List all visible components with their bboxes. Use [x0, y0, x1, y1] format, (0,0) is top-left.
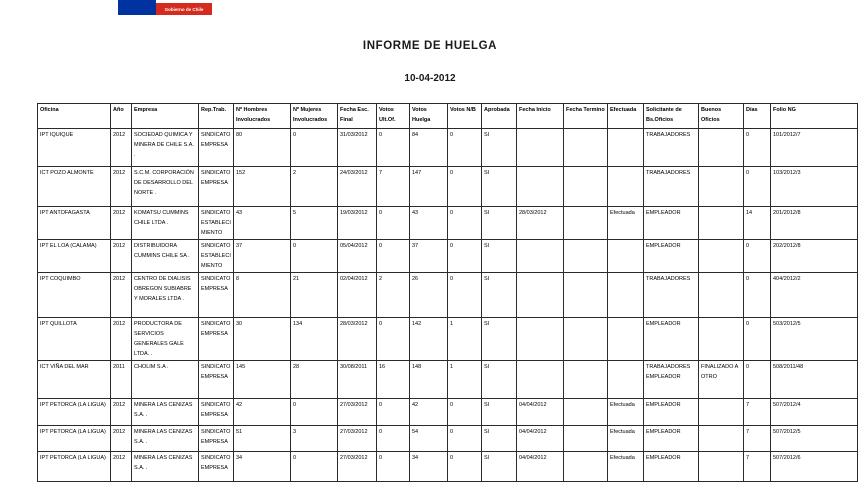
table-cell: 2: [377, 273, 410, 318]
table-cell: 7: [744, 426, 771, 452]
table-cell: 04/04/2012: [517, 426, 564, 452]
column-header: Año: [111, 104, 132, 129]
table-cell: 19/03/2012: [338, 207, 377, 240]
table-cell: 147: [410, 167, 448, 207]
column-header: Fecha Esc. Final: [338, 104, 377, 129]
table-cell: 27/03/2012: [338, 399, 377, 426]
table-cell: SINDICATO EMPRESA: [199, 399, 234, 426]
table-cell: [699, 452, 744, 482]
table-cell: 0: [377, 318, 410, 361]
table-cell: SI: [482, 426, 517, 452]
table-row: [38, 452, 858, 482]
column-header: Fecha Inicio: [517, 104, 564, 129]
table-cell: [517, 129, 564, 167]
table-cell: 21: [291, 273, 338, 318]
table-cell: 43: [234, 207, 291, 240]
column-header: Fecha Termino: [564, 104, 608, 129]
table-cell: [564, 129, 608, 167]
table-cell: 507/2012/4: [771, 399, 858, 426]
table-cell: 27/03/2012: [338, 426, 377, 452]
column-header: Solicitante de Bs.Oficios: [644, 104, 699, 129]
table-cell: 7: [744, 399, 771, 426]
table-cell: [699, 240, 744, 273]
table-cell: 2012: [111, 129, 132, 167]
table-cell: 201/2012/8: [771, 207, 858, 240]
table-cell: 84: [410, 129, 448, 167]
table-cell: [608, 129, 644, 167]
table-cell: 0: [377, 399, 410, 426]
table-cell: TRABAJADORES EMPLEADOR: [644, 361, 699, 399]
table-cell: IPT PETORCA (LA LIGUA): [38, 426, 111, 452]
table-cell: [564, 207, 608, 240]
table-cell: [699, 318, 744, 361]
table-cell: SI: [482, 129, 517, 167]
table-cell: 54: [410, 426, 448, 452]
table-cell: 0: [291, 129, 338, 167]
column-header: Votos Ult.Of.: [377, 104, 410, 129]
table-cell: MINERA LAS CENIZAS S.A. .: [132, 399, 199, 426]
table-cell: IPT COQUIMBO: [38, 273, 111, 318]
table-cell: 24/03/2012: [338, 167, 377, 207]
column-header: Aprobada: [482, 104, 517, 129]
table-cell: 2011: [111, 361, 132, 399]
table-cell: 05/04/2012: [338, 240, 377, 273]
table-cell: 0: [744, 361, 771, 399]
column-header: Nº Hombres Involucrados: [234, 104, 291, 129]
table-cell: 2012: [111, 318, 132, 361]
table-cell: IPT EL LOA (CALAMA): [38, 240, 111, 273]
column-header: Efectuada: [608, 104, 644, 129]
table-cell: 31/03/2012: [338, 129, 377, 167]
table-row: [38, 399, 858, 426]
table-cell: 34: [234, 452, 291, 482]
table-cell: EMPLEADOR: [644, 426, 699, 452]
table-cell: 0: [377, 207, 410, 240]
gobierno-de-chile-logo: [118, 0, 212, 15]
column-header: Buenos Oficios: [699, 104, 744, 129]
table-cell: 7: [377, 167, 410, 207]
table-cell: TRABAJADORES: [644, 129, 699, 167]
table-cell: 0: [448, 207, 482, 240]
column-header: Votos N/B: [448, 104, 482, 129]
table-cell: EMPLEADOR: [644, 318, 699, 361]
table-cell: SI: [482, 452, 517, 482]
table-cell: 3: [291, 426, 338, 452]
table-cell: [699, 167, 744, 207]
table-cell: 0: [291, 399, 338, 426]
table-cell: Efectuada: [608, 426, 644, 452]
table-cell: 0: [377, 129, 410, 167]
table-row: [38, 240, 858, 273]
table-cell: 2012: [111, 452, 132, 482]
table-cell: [564, 240, 608, 273]
table-cell: [699, 399, 744, 426]
table-cell: 04/04/2012: [517, 452, 564, 482]
table-cell: 27/03/2012: [338, 452, 377, 482]
table-cell: SINDICATO EMPRESA: [199, 318, 234, 361]
table-cell: IPT QUILLOTA: [38, 318, 111, 361]
table-cell: EMPLEADOR: [644, 207, 699, 240]
table-cell: 503/2012/5: [771, 318, 858, 361]
table-cell: 37: [410, 240, 448, 273]
table-cell: 145: [234, 361, 291, 399]
table-cell: 16: [377, 361, 410, 399]
table-cell: 34: [410, 452, 448, 482]
table-cell: SINDICATO EMPRESA: [199, 361, 234, 399]
logo-flag-red-band: [156, 3, 212, 15]
column-header: Nº Mujeres Involucrados: [291, 104, 338, 129]
table-cell: Efectuada: [608, 399, 644, 426]
table-cell: 103/2012/3: [771, 167, 858, 207]
table-cell: 30/08/2011: [338, 361, 377, 399]
table-cell: [517, 167, 564, 207]
table-cell: 101/2012/7: [771, 129, 858, 167]
table-cell: CENTRO DE DIALISIS OBREGON SUBIABRE Y MORALES LTDA .: [132, 273, 199, 318]
table-cell: 508/2011/48: [771, 361, 858, 399]
table-cell: 28/03/2012: [517, 207, 564, 240]
table-cell: EMPLEADOR: [644, 399, 699, 426]
table-cell: 134: [291, 318, 338, 361]
table-cell: 1: [448, 318, 482, 361]
table-cell: [608, 240, 644, 273]
table-cell: FINALIZADO A OTRO: [699, 361, 744, 399]
table-cell: [564, 273, 608, 318]
table-cell: 0: [291, 240, 338, 273]
table-cell: SINDICATO ESTABLECIMIENTO: [199, 240, 234, 273]
table-cell: 0: [448, 167, 482, 207]
table-header-row: [38, 104, 858, 129]
table-cell: [564, 426, 608, 452]
table-cell: [517, 240, 564, 273]
table-cell: TRABAJADORES: [644, 167, 699, 207]
table-cell: 0: [744, 129, 771, 167]
table-row: [38, 426, 858, 452]
table-cell: 0: [448, 426, 482, 452]
table-cell: [608, 273, 644, 318]
table-cell: MINERA LAS CENIZAS S.A. .: [132, 452, 199, 482]
table-cell: SI: [482, 167, 517, 207]
column-header: Folio NG: [771, 104, 858, 129]
table-cell: 30: [234, 318, 291, 361]
column-header: Días: [744, 104, 771, 129]
table-cell: 26: [410, 273, 448, 318]
table-cell: SINDICATO EMPRESA: [199, 426, 234, 452]
table-cell: 148: [410, 361, 448, 399]
table-cell: 2012: [111, 240, 132, 273]
table-cell: [564, 167, 608, 207]
table-cell: 0: [377, 240, 410, 273]
table-row: [38, 318, 858, 361]
table-cell: IPT PETORCA (LA LIGUA): [38, 399, 111, 426]
table-cell: SINDICATO EMPRESA: [199, 167, 234, 207]
table-cell: 43: [410, 207, 448, 240]
table-cell: [699, 129, 744, 167]
table-cell: 0: [448, 273, 482, 318]
table-cell: SI: [482, 361, 517, 399]
logo-label: Gobierno de Chile: [164, 6, 204, 12]
table-cell: 0: [744, 318, 771, 361]
table-cell: SINDICATO EMPRESA: [199, 273, 234, 318]
table-cell: [699, 207, 744, 240]
table-cell: SI: [482, 318, 517, 361]
table-cell: 0: [744, 167, 771, 207]
table-row: [38, 273, 858, 318]
table-cell: [517, 273, 564, 318]
table-cell: SI: [482, 207, 517, 240]
table-cell: SI: [482, 273, 517, 318]
table-cell: 0: [448, 452, 482, 482]
table-cell: 28/03/2012: [338, 318, 377, 361]
table-cell: ICT VIÑA DEL MAR: [38, 361, 111, 399]
table-cell: IPT IQUIQUE: [38, 129, 111, 167]
huelga-table: [37, 103, 858, 482]
table-cell: 2012: [111, 399, 132, 426]
table-cell: 0: [744, 240, 771, 273]
table-cell: [608, 167, 644, 207]
table-row: [38, 167, 858, 207]
table-cell: DISTRIBUIDORA CUMMINS CHILE SA .: [132, 240, 199, 273]
table-cell: IPT PETORCA (LA LIGUA): [38, 452, 111, 482]
table-cell: Efectuada: [608, 452, 644, 482]
table-cell: 8: [234, 273, 291, 318]
table-cell: MINERA LAS CENIZAS S.A. .: [132, 426, 199, 452]
table-cell: PRODUCTORA DE SERVICIOS GENERALES GALE LTDA. .: [132, 318, 199, 361]
table-cell: 80: [234, 129, 291, 167]
table-cell: [608, 318, 644, 361]
table-cell: 152: [234, 167, 291, 207]
table-cell: 0: [448, 399, 482, 426]
table-cell: 0: [291, 452, 338, 482]
table-cell: IPT ANTOFAGASTA: [38, 207, 111, 240]
table-cell: SINDICATO EMPRESA: [199, 452, 234, 482]
table-cell: 5: [291, 207, 338, 240]
table-cell: [517, 361, 564, 399]
table-cell: 1: [448, 361, 482, 399]
table-cell: [608, 361, 644, 399]
report-date: 10-04-2012: [404, 73, 456, 84]
table-cell: 0: [377, 452, 410, 482]
table-cell: S.C.M. CORPORACIÓN DE DESARROLLO DEL NORTE .: [132, 167, 199, 207]
table-cell: 28: [291, 361, 338, 399]
table-cell: SI: [482, 399, 517, 426]
table-cell: [699, 426, 744, 452]
table-cell: 04/04/2012: [517, 399, 564, 426]
table-cell: 202/2012/8: [771, 240, 858, 273]
table-cell: 2012: [111, 207, 132, 240]
table-cell: [564, 399, 608, 426]
table-cell: [564, 452, 608, 482]
table-cell: 0: [448, 129, 482, 167]
table-cell: 2012: [111, 273, 132, 318]
table-cell: TRABAJADORES: [644, 273, 699, 318]
table-cell: 14: [744, 207, 771, 240]
column-header: Oficina: [38, 104, 111, 129]
column-header: Votos Huelga: [410, 104, 448, 129]
table-cell: 507/2012/6: [771, 452, 858, 482]
logo-flag-blue-square: [118, 0, 156, 15]
table-cell: [564, 361, 608, 399]
table-cell: [699, 273, 744, 318]
table-cell: SI: [482, 240, 517, 273]
table-row: [38, 361, 858, 399]
table-row: [38, 207, 858, 240]
page-title: INFORME DE HUELGA: [362, 40, 498, 52]
table-body: [38, 129, 858, 482]
table-cell: 37: [234, 240, 291, 273]
table-cell: CHOLIM S.A .: [132, 361, 199, 399]
table-cell: SINDICATO ESTABLECIMIENTO: [199, 207, 234, 240]
column-header: Empresa: [132, 104, 199, 129]
table-cell: 42: [410, 399, 448, 426]
table-cell: Efectuada: [608, 207, 644, 240]
table-cell: [517, 318, 564, 361]
table-cell: 0: [377, 426, 410, 452]
table-cell: 404/2012/2: [771, 273, 858, 318]
table-cell: KOMATSU CUMMINS CHILE LTDA .: [132, 207, 199, 240]
column-header: Rep.Trab.: [199, 104, 234, 129]
table-cell: SINDICATO EMPRESA: [199, 129, 234, 167]
table-cell: 42: [234, 399, 291, 426]
table-cell: 507/2012/5: [771, 426, 858, 452]
table-cell: 2: [291, 167, 338, 207]
table-cell: 51: [234, 426, 291, 452]
table-cell: EMPLEADOR: [644, 452, 699, 482]
table-cell: 02/04/2012: [338, 273, 377, 318]
table-cell: 2012: [111, 426, 132, 452]
table-cell: ICT POZO ALMONTE: [38, 167, 111, 207]
table-cell: 2012: [111, 167, 132, 207]
table-cell: 0: [744, 273, 771, 318]
table-cell: 142: [410, 318, 448, 361]
table-cell: [564, 318, 608, 361]
table-cell: 0: [448, 240, 482, 273]
table-cell: EMPLEADOR: [644, 240, 699, 273]
table-cell: SOCIEDAD QUIMICA Y MINERA DE CHILE S.A. .: [132, 129, 199, 167]
table-cell: 7: [744, 452, 771, 482]
table-row: [38, 129, 858, 167]
